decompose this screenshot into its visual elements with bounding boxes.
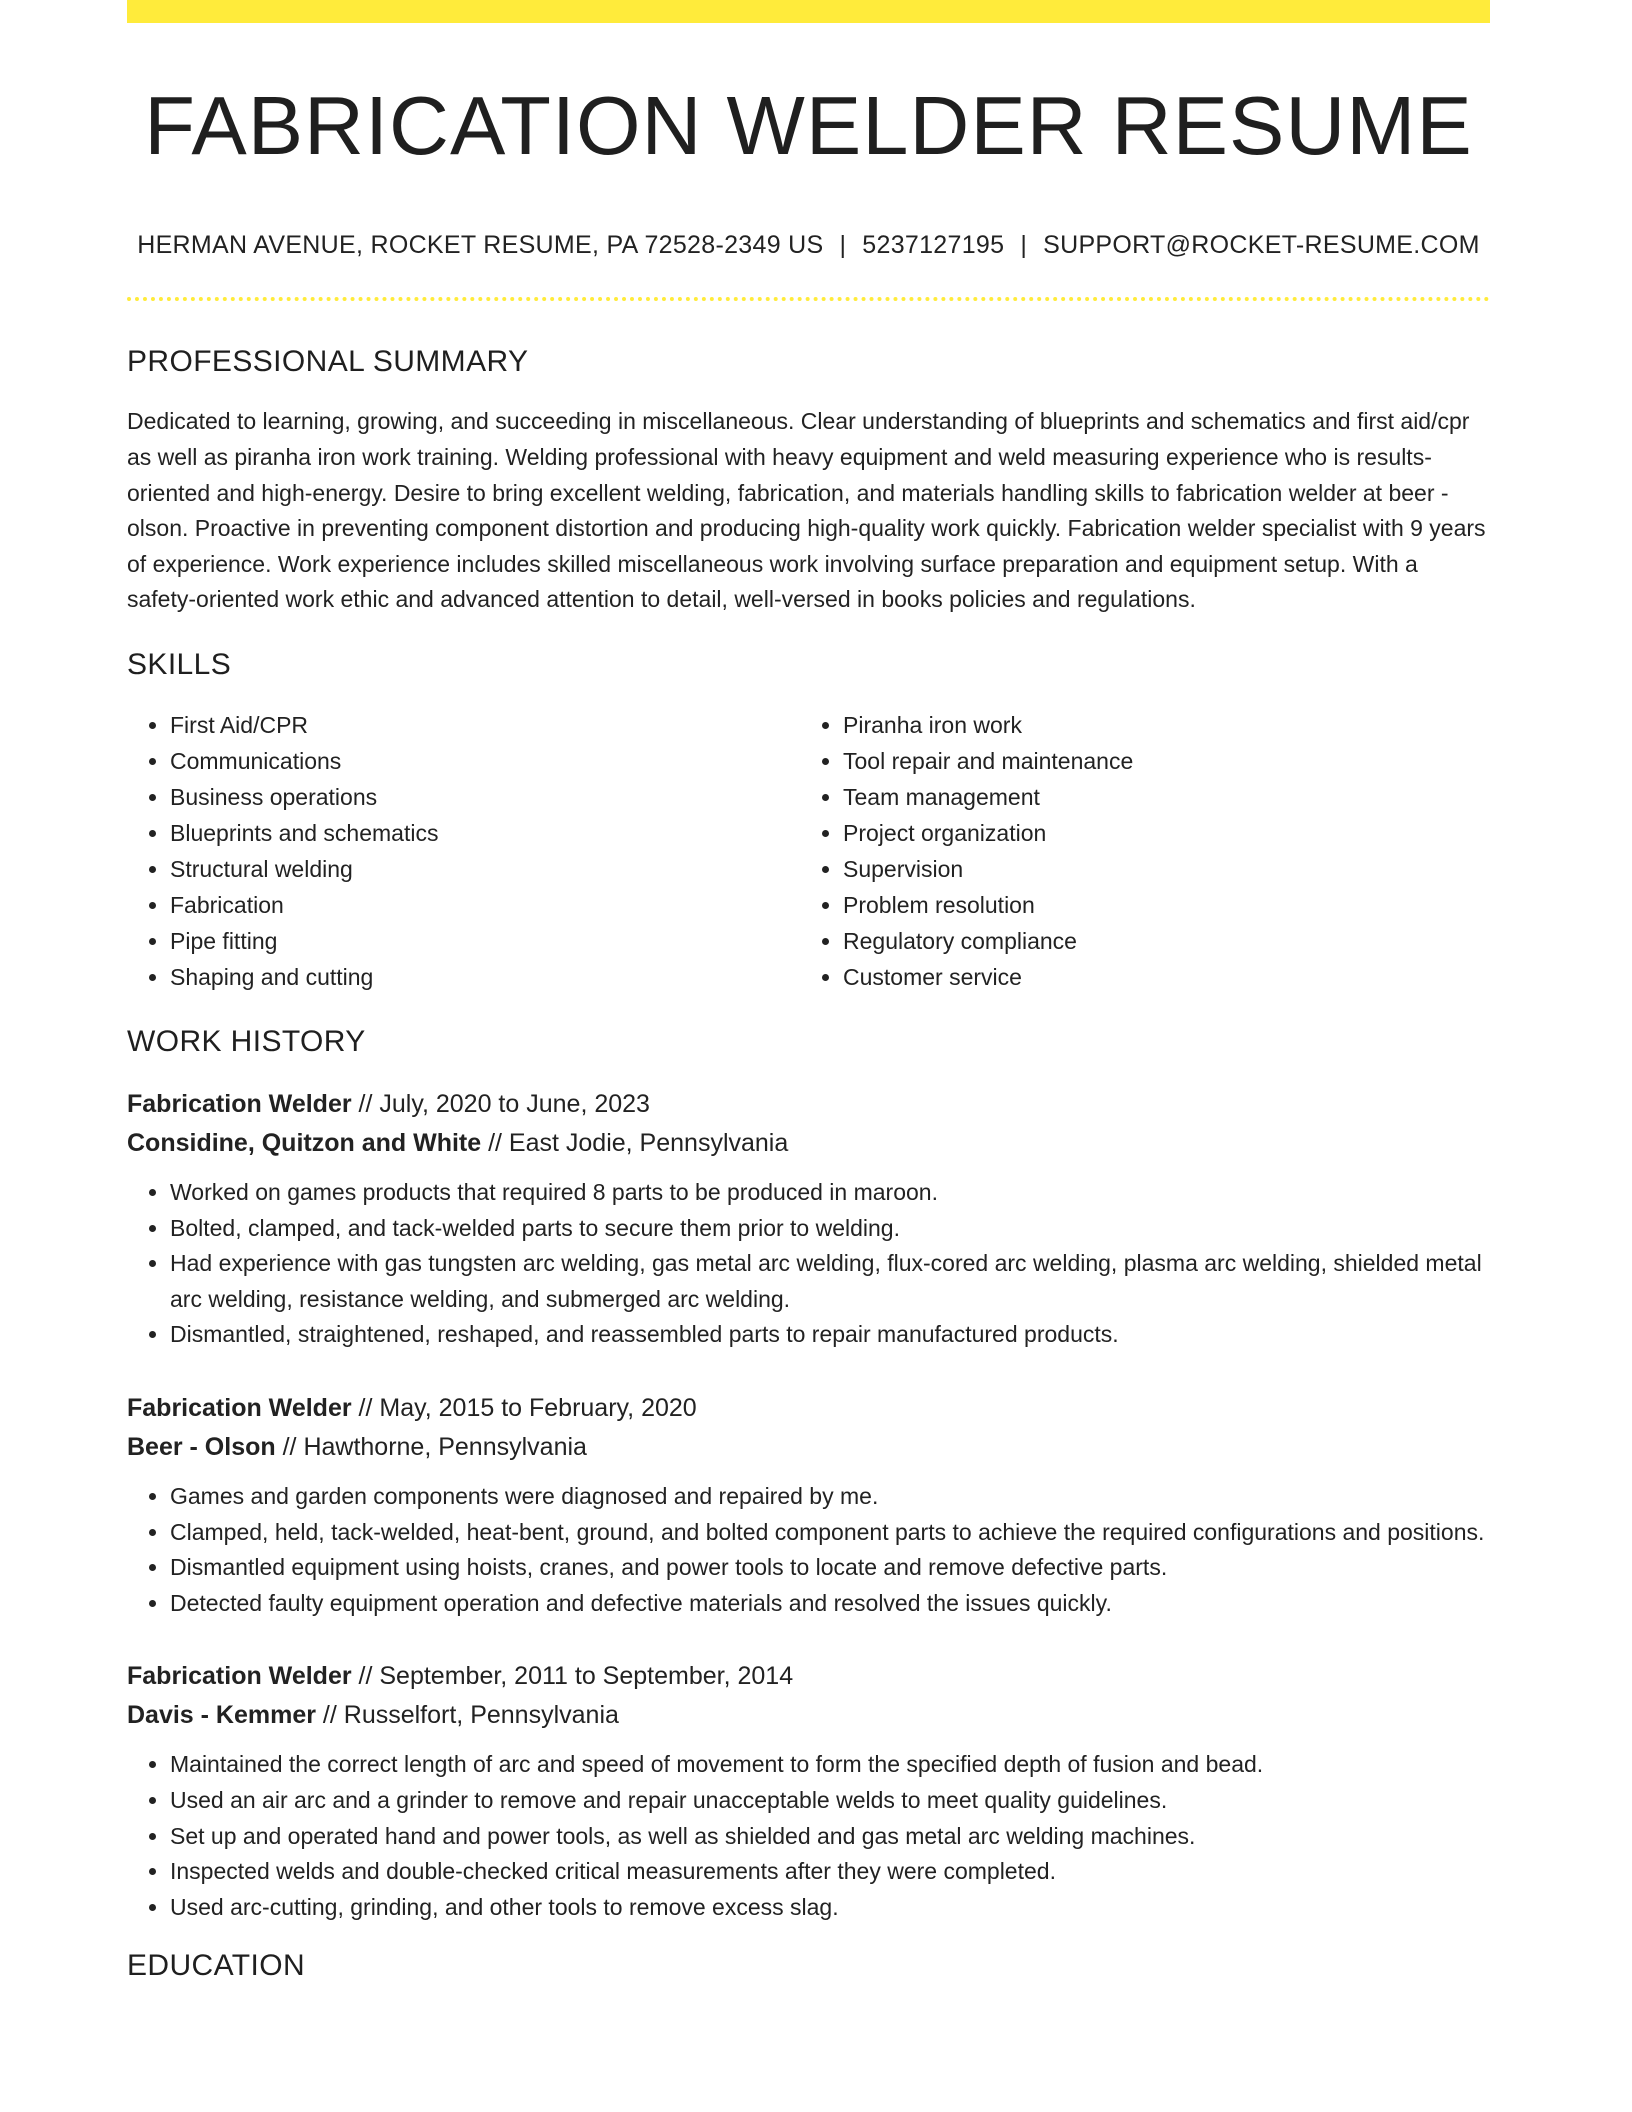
job-bullet: • Set up and operated hand and power tools, as well as shielded and gas metal arc welding machines. (170, 1819, 1490, 1855)
job-company: Davis - Kemmer (127, 1701, 316, 1730)
job-bullet: • Inspected welds and double-checked critical measurements after they were completed. (170, 1854, 1490, 1890)
skill-item: • Team management (843, 779, 1473, 815)
job-location: // Russelfort, Pennsylvania (315, 1701, 619, 1730)
skills-list (127, 707, 1490, 995)
skill-item: • Problem resolution (843, 887, 1473, 923)
job-bullets (127, 1175, 1490, 1353)
job-company: Beer - Olson (127, 1432, 276, 1461)
skill-item: • Customer service (843, 959, 1473, 995)
skill-item: • Communications (170, 743, 800, 779)
job-dates: // September, 2011 to September, 2014 (351, 1662, 794, 1691)
job-bullet: • Games and garden components were diagnosed and repaired by me. (170, 1479, 1490, 1515)
job-company: Considine, Quitzon and White (127, 1129, 482, 1157)
job-dates: // July, 2020 to June, 2023 (351, 1090, 650, 1118)
job-bullet: • Dismantled equipment using hoists, cranes, and power tools to locate and remove defective parts. (170, 1550, 1490, 1586)
skill-item: • First Aid/CPR (170, 707, 800, 743)
job-title-line (127, 1085, 1490, 1124)
job-entry (127, 1085, 1490, 1353)
job-bullets (127, 1479, 1490, 1621)
skill-item: • Pipe fitting (170, 923, 800, 959)
job-bullet: • Worked on games products that required 8 parts to be produced in maroon. (170, 1175, 1490, 1211)
job-location: // Hawthorne, Pennsylvania (275, 1432, 587, 1461)
job-title-line (127, 1389, 1490, 1428)
job-bullet: • Used arc-cutting, grinding, and other tools to remove excess slag. (170, 1890, 1490, 1926)
job-company-line (127, 1124, 1490, 1163)
accent-bar (127, 0, 1490, 23)
job-bullet: • Detected faulty equipment operation and defective materials and resolved the issues quickly. (170, 1586, 1490, 1622)
summary-heading: PROFESSIONAL SUMMARY (127, 345, 529, 379)
job-bullet: • Dismantled, straightened, reshaped, and reassembled parts to repair manufactured products. (170, 1317, 1490, 1353)
skills-column-left (127, 707, 800, 995)
contact-separator: | (1020, 231, 1028, 260)
skill-item: • Business operations (170, 779, 800, 815)
skill-item: • Supervision (843, 851, 1473, 887)
dotted-divider (127, 297, 1490, 301)
job-bullet: • Maintained the correct length of arc and speed of movement to form the specified depth of fusion and bead. (170, 1747, 1490, 1783)
summary-text: Dedicated to learning, growing, and succeeding in miscellaneous. Clear understanding of blueprints and schematics and first aid/cpr as well as piranha iron work training. Welding professional with heavy equipment and weld measuring experience who is results-oriented and high-energy. Desire to bring excellent welding, fabrication, and materials handling skills to fabrication welder at beer - olson. Proactive in preventing component distortion and producing high-quality work quickly. Fabrication welder specialist with 9 years of experience. Work experience includes skilled miscellaneous work involving surface preparation and equipment setup. With a safety-oriented work ethic and advanced attention to detail, well-versed in books policies and regulations. (127, 408, 1486, 613)
job-dates: // May, 2015 to February, 2020 (351, 1393, 697, 1422)
job-company-line (127, 1428, 1490, 1467)
contact-line (127, 231, 1490, 260)
job-bullet: • Bolted, clamped, and tack-welded parts to secure them prior to welding. (170, 1211, 1490, 1247)
job-title: Fabrication Welder (127, 1662, 352, 1691)
job-company-line (127, 1696, 1490, 1735)
job-entry (127, 1389, 1490, 1621)
skill-item: • Tool repair and maintenance (843, 743, 1473, 779)
skill-item: • Shaping and cutting (170, 959, 800, 995)
contact-email[interactable]: SUPPORT@ROCKET-RESUME.COM (1043, 231, 1480, 260)
skills-column-right (800, 707, 1473, 995)
job-bullets (127, 1747, 1490, 1925)
contact-phone: 5237127195 (862, 231, 1005, 260)
contact-address: HERMAN AVENUE, ROCKET RESUME, PA 72528-2349 US (137, 231, 824, 260)
work-history-heading: WORK HISTORY (127, 1025, 366, 1058)
skill-item: • Structural welding (170, 851, 800, 887)
resume-content (127, 23, 1490, 1983)
education-heading: EDUCATION (127, 1949, 306, 1983)
job-bullet: • Had experience with gas tungsten arc welding, gas metal arc welding, flux-cored arc welding, plasma arc welding, shielded metal arc welding, resistance welding, and submerged arc welding. (170, 1246, 1490, 1317)
skill-item: • Piranha iron work (843, 707, 1473, 743)
job-bullet: • Clamped, held, tack-welded, heat-bent, ground, and bolted component parts to achieve the required configurations and positions. (170, 1515, 1490, 1551)
job-title: Fabrication Welder (127, 1090, 352, 1118)
job-title-line (127, 1657, 1490, 1696)
job-bullet: • Used an air arc and a grinder to remove and repair unacceptable welds to meet quality guidelines. (170, 1783, 1490, 1819)
job-entry (127, 1657, 1490, 1925)
skill-item: • Blueprints and schematics (170, 815, 800, 851)
contact-separator: | (839, 231, 847, 260)
skill-item: • Regulatory compliance (843, 923, 1473, 959)
skill-item: • Project organization (843, 815, 1473, 851)
skill-item: • Fabrication (170, 887, 800, 923)
job-location: // East Jodie, Pennsylvania (481, 1129, 789, 1157)
job-title: Fabrication Welder (127, 1393, 352, 1422)
skills-heading: SKILLS (127, 648, 232, 681)
resume-title: FABRICATION WELDER RESUME (144, 79, 1473, 172)
